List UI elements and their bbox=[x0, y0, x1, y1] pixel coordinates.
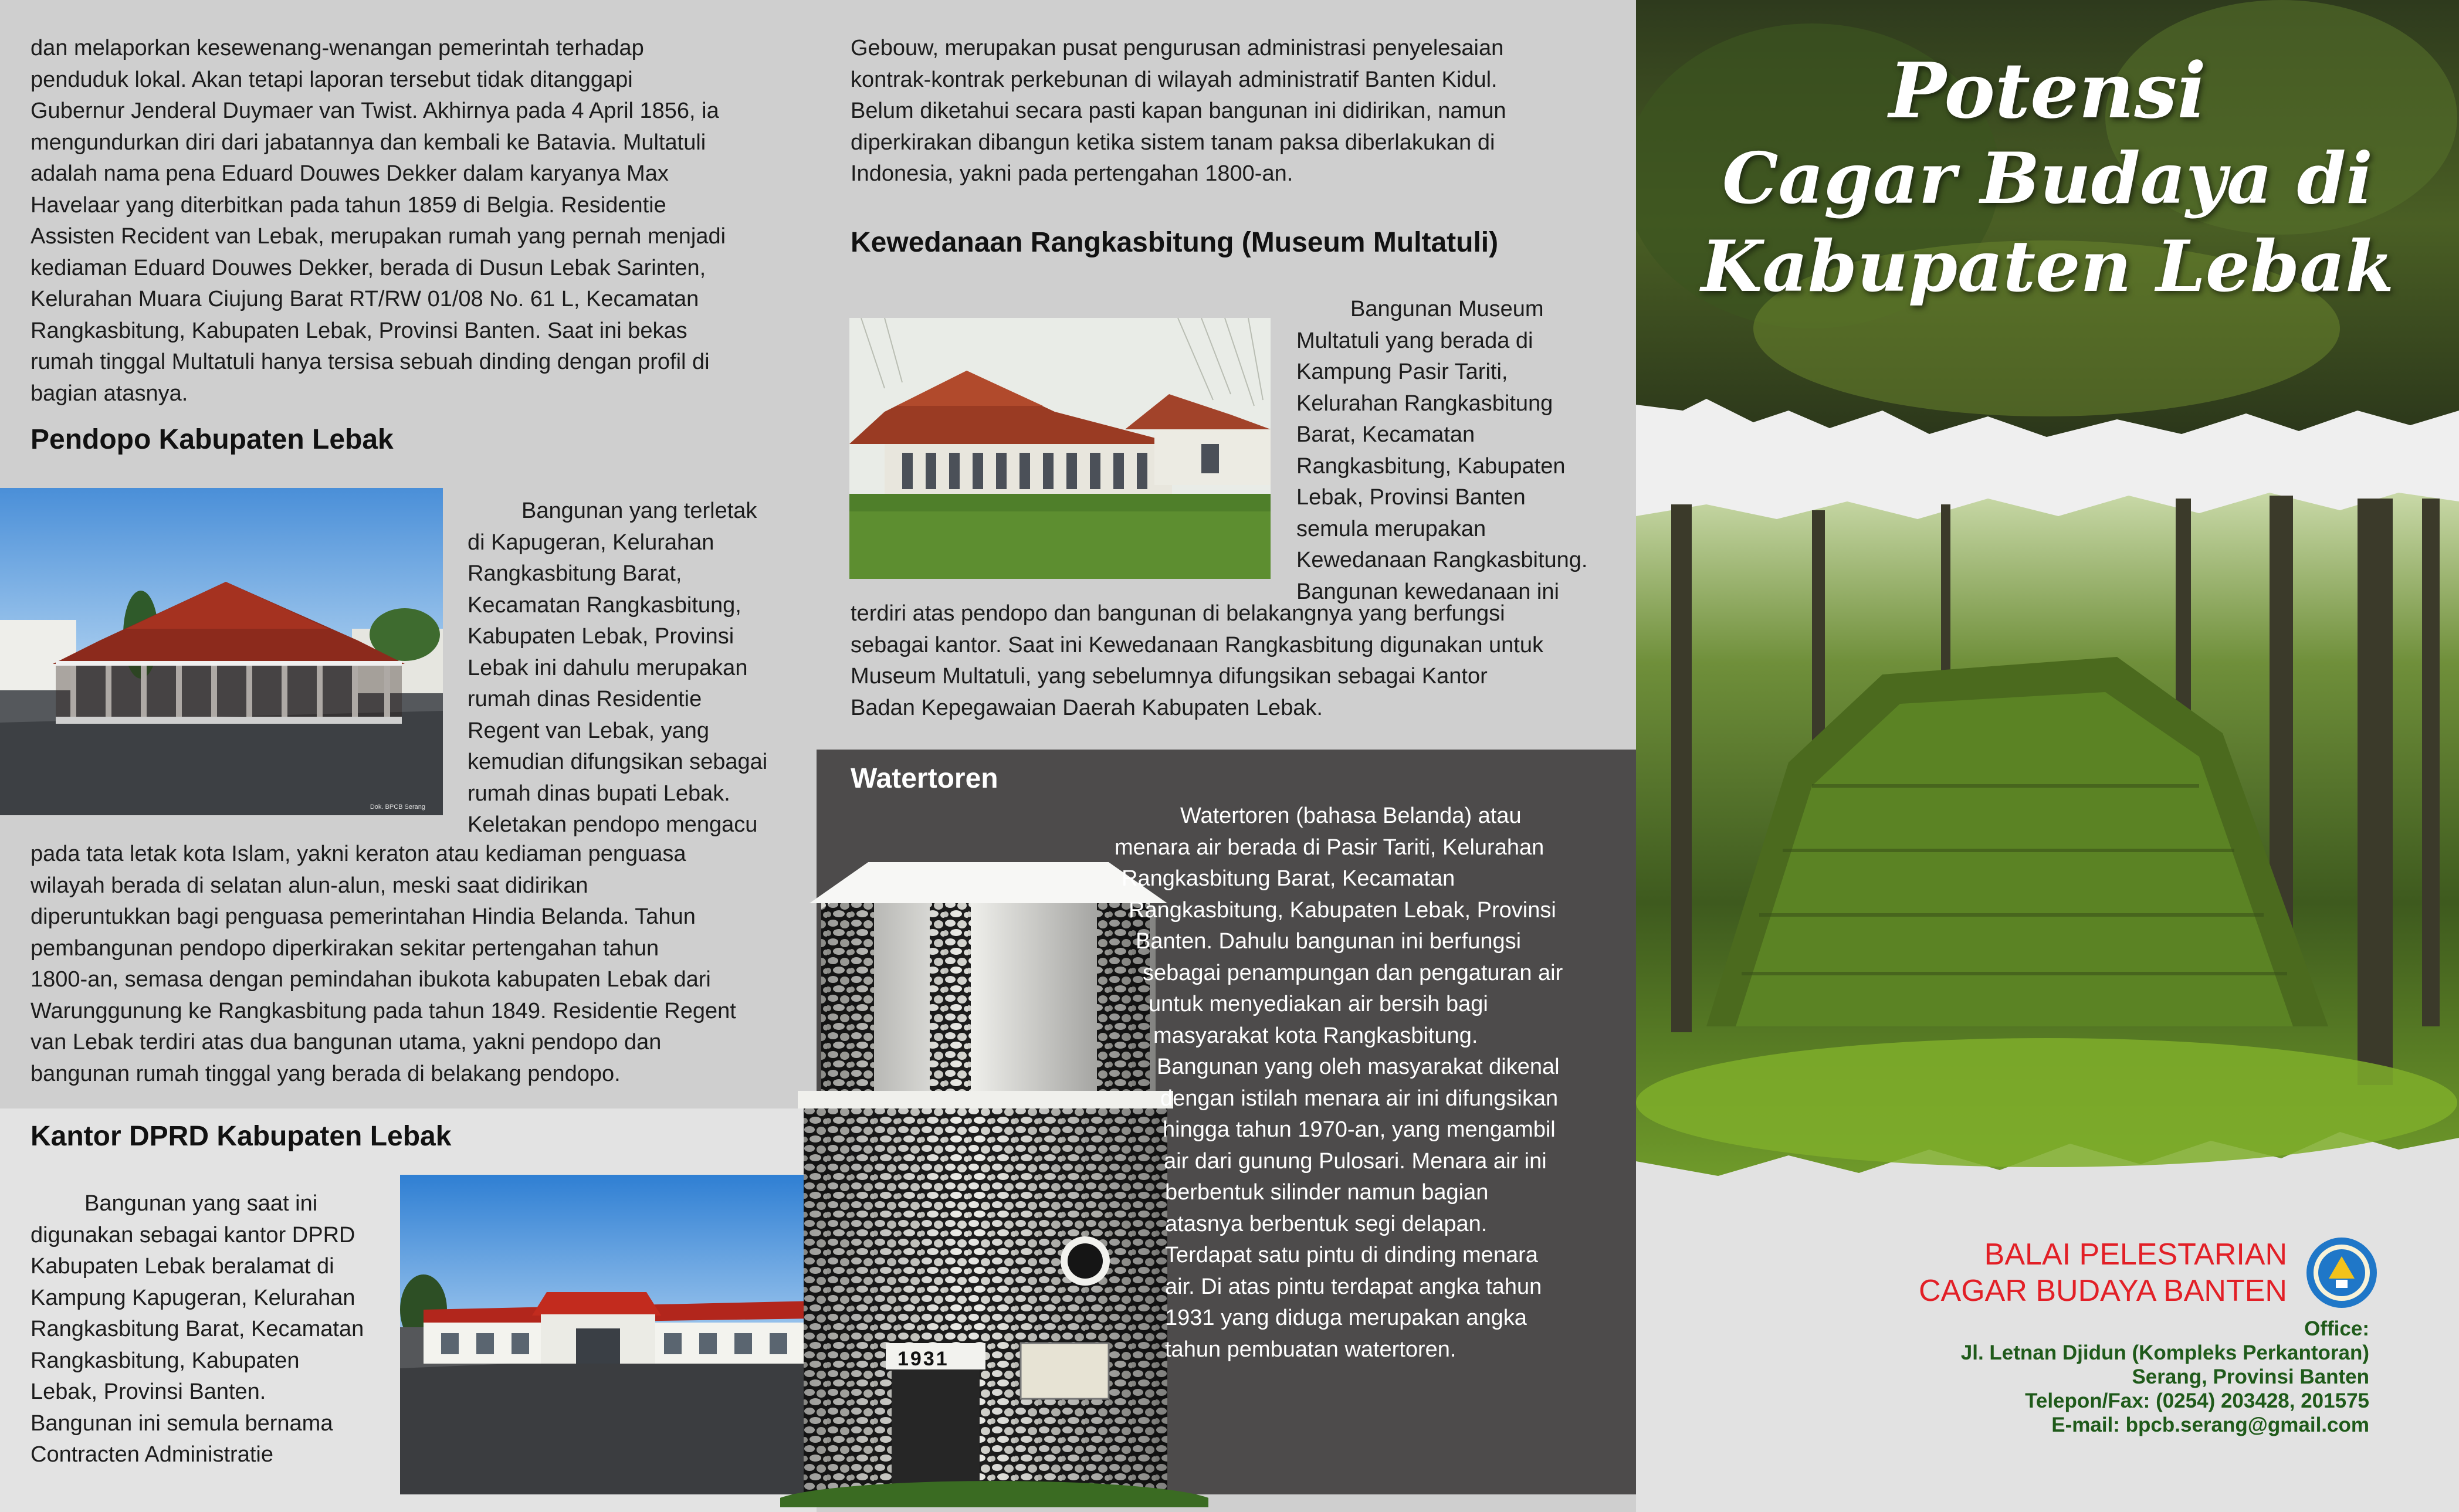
dprd-heading: Kantor DPRD Kabupaten Lebak bbox=[31, 1121, 452, 1152]
cover-title bbox=[1636, 47, 2459, 311]
pendopo-full-text: pada tata letak kota Islam, yakni keraton atau kediaman penguasa wilayah berada di selatan alun-alun, meski saat didirikan diperuntukkan bagi penguasa pemerintahan Hindia Belanda. Tahun pembangunan pendopo diperkirakan sekitar pertengahan tahun 1800-an, semasa dengan pemindahan ibukota kabupaten Lebak dari Warunggunung ke Rangkasbitung pada tahun 1849. Residentie Regent van Lebak terdiri atas dua bangunan utama, yakni pendopo dan bangunan rumah tinggal yang berada di belakang pendopo. bbox=[31, 842, 736, 1086]
cover-title-line2: Cagar Budaya di bbox=[1722, 137, 2373, 220]
pendopo-heading: Pendopo Kabupaten Lebak bbox=[31, 424, 394, 455]
cover-panel bbox=[1636, 0, 2459, 1512]
kewedanaan-side-text: Bangunan Museum Multatuli yang berada di Kampung Pasir Tariti, Kelurahan Rangkasbitung Barat, Kecamatan Rangkasbitung, Kabupaten Lebak, Provinsi Banten semula merupakan Kewedanaan Rangkasbitung. Bangunan kewedanaan ini bbox=[1296, 297, 1588, 604]
kewedanaan-photo bbox=[849, 318, 1271, 579]
dprd-photo bbox=[400, 1175, 817, 1494]
watertoren-text: Watertoren (bahasa Belanda) atau menara air berada di Pasir Tariti, Kelurahan Rangkasbitung Barat, Kecamatan Rangkasbitung, Kabupaten Lebak, Provinsi Banten. Dahulu bangunan ini berfungsi sebagai penampungan dan pengaturan air untuk menyediakan air bersih bagi masyarakat kota Rangkasbitung. Bangunan yang oleh masyarakat dikenal dengan istilah menara air ini difungsikan hingga tahun 1970-an, yang mengambil air dari gunung Pulosari. Menara air ini berbentuk silinder namun bagian atasnya berbentuk segi delapan. Terdapat satu pintu di dinding menara air. Di atas pintu terdapat angka tahun 1931 yang diduga merupakan angka tahun pembuatan watertoren. bbox=[1115, 804, 1563, 1362]
pendopo-side-text: Bangunan yang terletak di Kapugeran, Kelurahan Rangkasbitung Barat, Kecamatan Rangkasbitung, Kabupaten Lebak, Provinsi Lebak ini dahulu merupakan rumah dinas Residentie Regent van Lebak, yang kemudian difungsikan sebagai rumah dinas bupati Lebak. Keletakan pendopo mengacu bbox=[468, 499, 768, 837]
intro-text-panel2: Gebouw, merupakan pusat pengurusan administrasi penyelesaian kontrak-kontrak perkebunan di wilayah administratif Banten Kidul. Belum diketahui secara pasti kapan bangunan ini didirikan, namun diperkirakan dibangun ketika sistem tanam paksa diberlakukan di Indonesia, yakni pada pertengahan 1800-an. bbox=[851, 36, 1506, 186]
cover-title-line1: Potensi bbox=[1889, 46, 2206, 135]
intro-text-panel1: dan melaporkan kesewenang-wenangan pemerintah terhadap penduduk lokal. Akan tetapi laporan tersebut tidak ditanggapi Gubernur Jenderal Duymaer van Twist. Akhirnya pada 4 April 1856, ia mengundurkan diri dari jabatannya dan kembali ke Batavia. Multatuli adalah nama pena Eduard Douwes Dekker dalam karyanya Max Havelaar yang diterbitkan pada tahun 1859 di Belgia. Residentie Assisten Recident van Lebak, merupakan rumah yang pernah menjadi kediaman Eduard Douwes Dekker, berada di Dusun Lebak Sarinten, Kelurahan Muara Ciujung Barat RT/RW 01/08 No. 61 L, Kecamatan Rangkasbitung, Kabupaten Lebak, Provinsi Banten. Saat ini bekas rumah tinggal Multatuli hanya tersisa sebuah dinding dengan profil di bagian atasnya. bbox=[31, 36, 726, 406]
office-address-line2: Serang, Provinsi Banten bbox=[2132, 1365, 2369, 1388]
kewedanaan-heading: Kewedanaan Rangkasbitung (Museum Multatuli) bbox=[851, 227, 1499, 258]
office-address-line1: Jl. Letnan Djidun (Kompleks Perkantoran) bbox=[1960, 1341, 2369, 1364]
office-info bbox=[1753, 1317, 2369, 1437]
dprd-text: Bangunan yang saat ini digunakan sebagai kantor DPRD Kabupaten Lebak beralamat di Kampung Kapugeran, Kelurahan Rangkasbitung Barat, Kecamatan Rangkasbitung, Kabupaten Lebak, Provinsi Banten. Bangunan ini semula bernama Contracten Administratie bbox=[31, 1191, 364, 1467]
cover-title-line3: Kabupaten Lebak bbox=[1701, 225, 2394, 308]
kewedanaan-full-text: terdiri atas pendopo dan bangunan di belakangnya yang berfungsi sebagai kantor. Saat ini Kewedanaan Rangkasbitung digunakan untuk Museum Multatuli, yang sebelumnya difungsikan sebagai Kantor Badan Kepegawaian Daerah Kabupaten Lebak. bbox=[851, 601, 1543, 720]
photo-credit: Dok. BPCB Serang bbox=[370, 804, 425, 811]
office-email: E-mail: bpcb.serang@gmail.com bbox=[2051, 1413, 2369, 1436]
office-phone: Telepon/Fax: (0254) 203428, 201575 bbox=[2025, 1389, 2369, 1412]
kemdikbud-logo bbox=[2306, 1238, 2377, 1308]
pendopo-photo bbox=[0, 488, 443, 815]
tower-year: 1931 bbox=[897, 1348, 949, 1370]
watertoren-heading: Watertoren bbox=[851, 763, 998, 794]
org-name: BALAI PELESTARIAN CAGAR BUDAYA BANTEN bbox=[1919, 1238, 2287, 1308]
office-label: Office: bbox=[2304, 1317, 2369, 1340]
